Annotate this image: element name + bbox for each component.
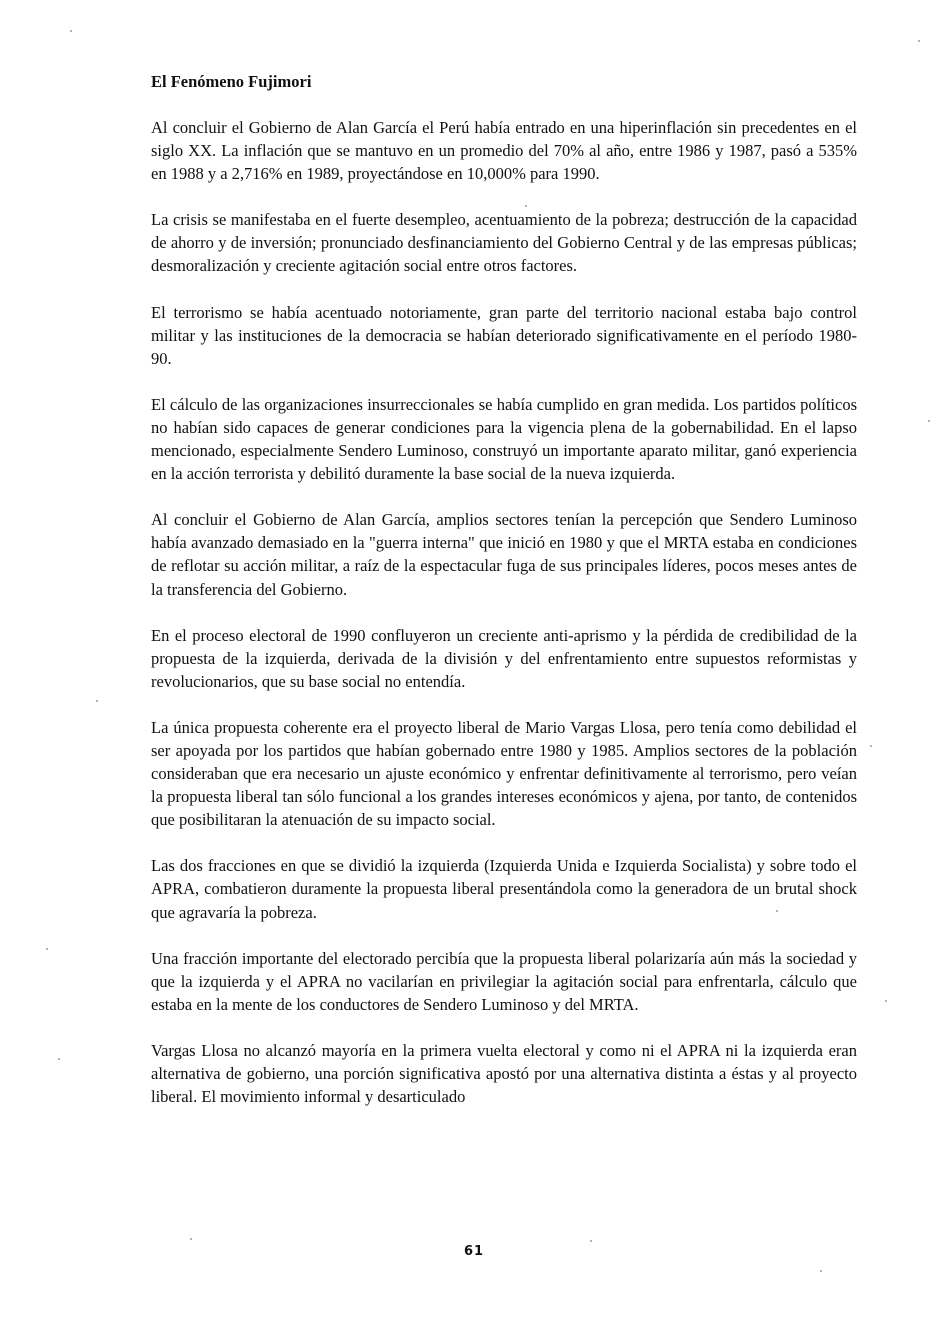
scan-speck <box>590 1240 592 1242</box>
scan-speck <box>46 948 48 950</box>
paragraph-10: Vargas Llosa no alcanzó mayoría en la primera vuelta electoral y como ni el APRA ni la izquierda eran alternativa de gobierno, una porción significativa apostó por una alternativa distinta a éstas y al proyecto liberal. El movimiento informal y desarticulado <box>151 1040 857 1107</box>
scan-speck <box>58 1058 60 1060</box>
paragraph-6: En el proceso electoral de 1990 confluyeron un creciente anti-aprismo y la pérdida de credibilidad de la propuesta de la izquierda, derivada de la división y del enfrentamiento entre supuestos reformistas y revolucionarios, que su base social no entendía. <box>151 625 857 691</box>
paragraph-5: Al concluir el Gobierno de Alan García, amplios sectores tenían la percepción que Sendero Luminoso había avanzado demasiado en la "guerra interna" que inició en 1980 y que el MRTA estaba en condiciones de reflotar su acción militar, a raíz de la espectacular fuga de sus principales líderes, pocos meses antes de la transferencia del Gobierno. <box>151 510 857 599</box>
page-number: 61 <box>463 1244 485 1259</box>
scan-speck <box>525 205 527 207</box>
paragraph-8: Las dos fracciones en que se dividió la izquierda (Izquierda Unida e Izquierda Socialista) y sobre todo el APRA, combatieron duramente la propuesta liberal presentándola como la generadora de un brutal shock que agravaría la pobreza. <box>151 856 857 922</box>
paragraph-4: El cálculo de las organizaciones insurreccionales se había cumplido en gran medida. Los partidos políticos no habían sido capaces de generar condiciones para la vigencia plena de la gobernabilidad. En el lapso mencionado, especialmente Sendero Luminoso, construyó un importante aparato militar, ganó experiencia en la acción terrorista y debilitó duramente la base social de la nueva izquierda. <box>151 394 857 484</box>
scan-speck <box>928 420 930 422</box>
scan-speck <box>776 910 778 912</box>
scan-speck <box>820 1270 822 1272</box>
paragraph-9: Una fracción importante del electorado percibía que la propuesta liberal polarizaría aún más la sociedad y que la izquierda y el APRA no vacilarían en privilegiar la agitación social para enfrentarla, cálculo que estaba en la mente de los conductores de Sendero Luminoso y del MRTA. <box>151 948 857 1014</box>
paragraph-7: La única propuesta coherente era el proyecto liberal de Mario Vargas Llosa, pero tenía como debilidad el ser apoyada por los partidos que habían gobernado entre 1980 y 1985. Amplios sectores de la población consideraban que era necesario un ajuste económico y enfrentar definitivamente al terrorismo, pero veían la propuesta liberal tan sólo funcional a los grandes intereses económicos y ajena, por tanto, de contenidos que posibilitaran la atenuación de su impacto social. <box>151 717 857 830</box>
paragraph-3: El terrorismo se había acentuado notoriamente, gran parte del territorio nacional estaba bajo control militar y las instituciones de la democracia se habían deteriorado significativamente en el período 1980-90. <box>151 302 857 368</box>
paragraph-1: Al concluir el Gobierno de Alan García el Perú había entrado en una hiperinflación sin precedentes en el siglo XX. La inflación que se mantuvo en un promedio del 70% al año, entre 1986 y 1987, pasó a 535% en 1988 y a 2,716% en 1989, proyectándose en 10,000% para 1990. <box>151 118 857 184</box>
scan-speck <box>870 745 872 747</box>
section-title: El Fenómeno Fujimori <box>151 72 312 91</box>
scan-speck <box>96 700 98 702</box>
scan-speck <box>190 1238 192 1240</box>
document-body <box>151 70 857 1131</box>
paragraph-2: La crisis se manifestaba en el fuerte desempleo, acentuamiento de la pobreza; destrucción de la capacidad de ahorro y de inversión; pronunciado desfinanciamiento del Gobierno Central y de las empresas públicas; desmoralización y creciente agitación social entre otros factores. <box>151 210 857 276</box>
scan-speck <box>70 30 72 32</box>
scan-speck <box>885 1000 887 1002</box>
scan-speck <box>918 40 920 42</box>
